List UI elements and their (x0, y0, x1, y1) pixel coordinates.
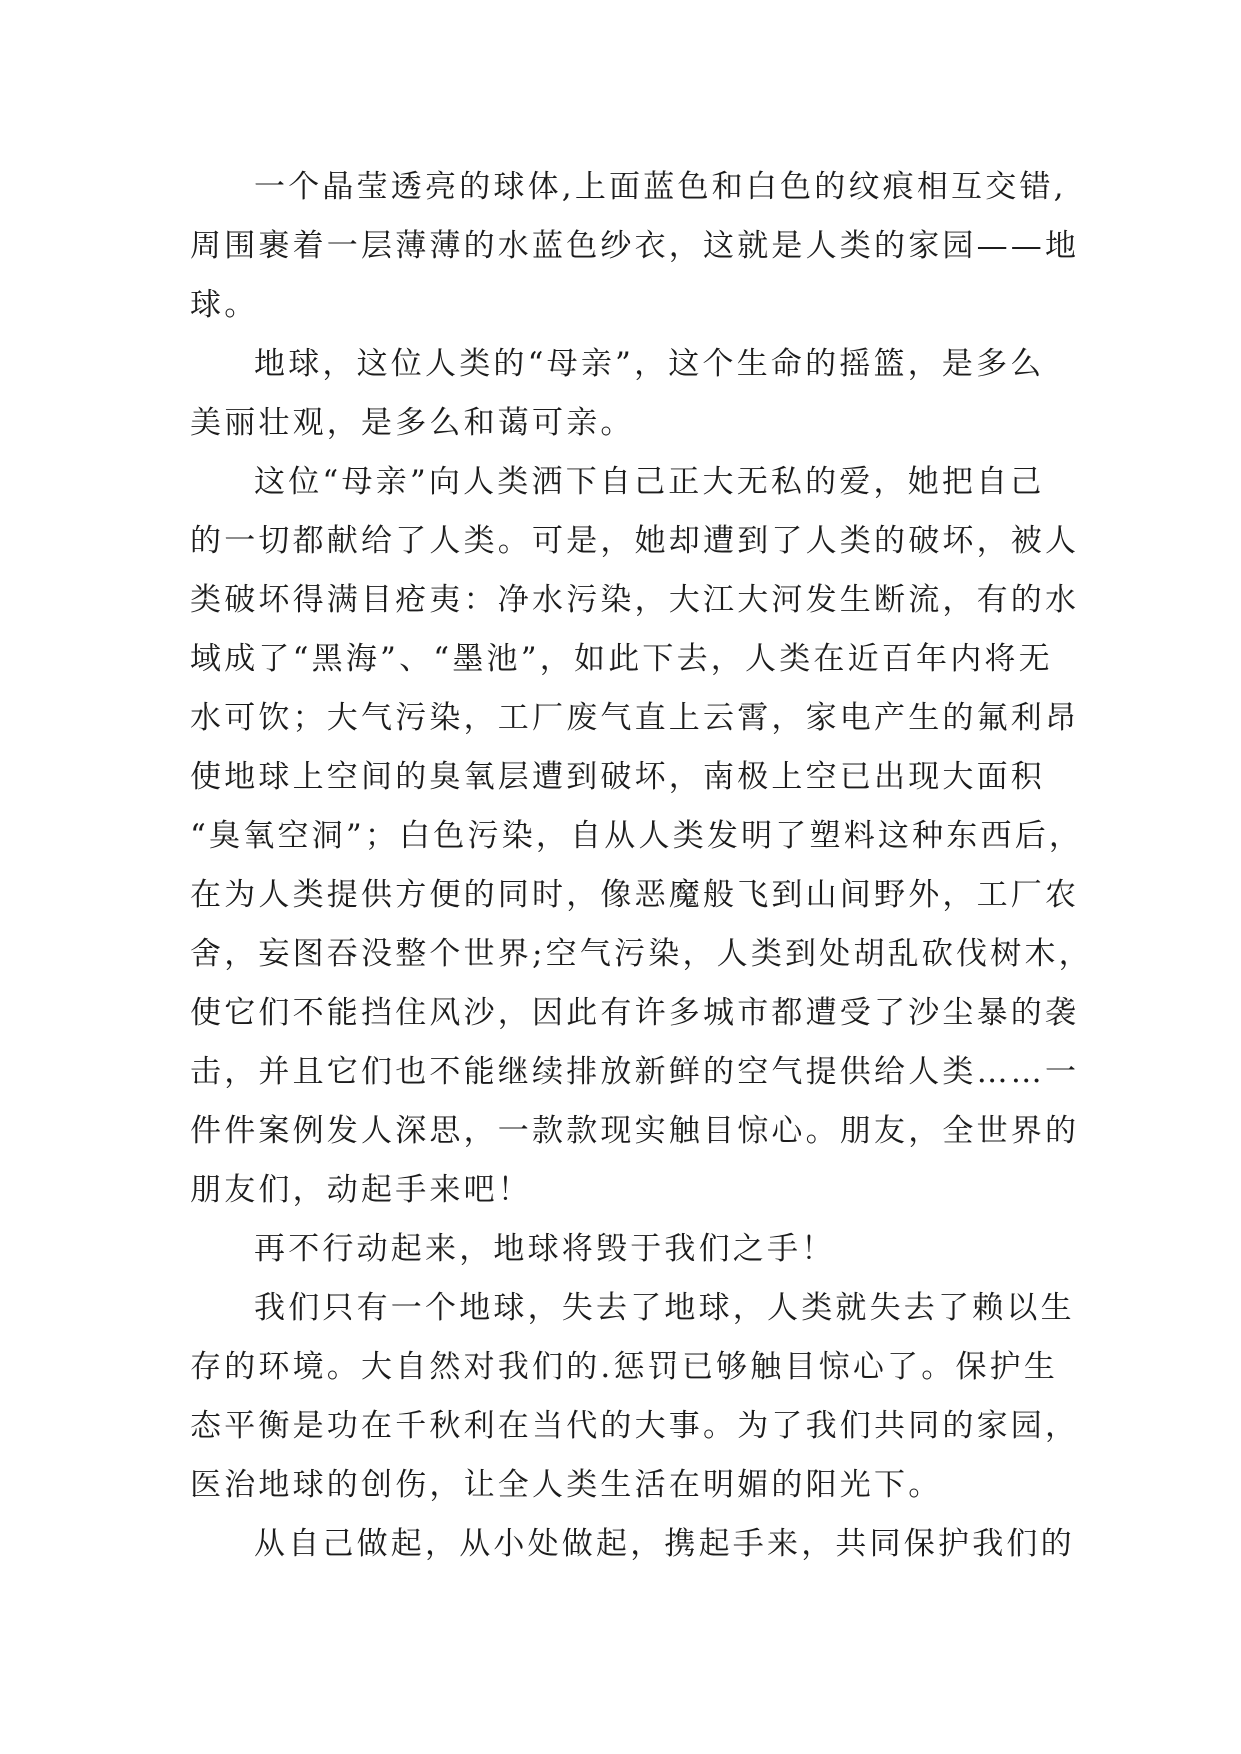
text-line: 一个晶莹透亮的球体,上面蓝色和白色的纹痕相互交错, (254, 169, 1067, 205)
text-line: 水可饮；大气污染，工厂废气直上云霄，家电产生的氟利昂 (190, 700, 1080, 736)
text-line: 我们只有一个地球，失去了地球，人类就失去了赖以生 (254, 1290, 1075, 1326)
text-line: 从自己做起，从小处做起，携起手来，共同保护我们的 (254, 1526, 1075, 1562)
text-line: 击，并且它们也不能继续排放新鲜的空气提供给人类……一 (190, 1054, 1080, 1090)
text-line: 态平衡是功在千秋利在当代的大事。为了我们共同的家园， (190, 1408, 1080, 1444)
text-line: 这位“母亲”向人类洒下自己正大无私的爱，她把自己 (254, 464, 1045, 500)
text-line: 使它们不能挡住风沙，因此有许多城市都遭受了沙尘暴的袭 (190, 995, 1080, 1031)
text-line: 周围裹着一层薄薄的水蓝色纱衣，这就是人类的家园——地 (190, 228, 1080, 264)
text-line: 球。 (190, 287, 259, 323)
text-line: 美丽壮观，是多么和蔼可亲。 (190, 405, 635, 441)
text-line: 件件案例发人深思，一款款现实触目惊心。朋友，全世界的 (190, 1113, 1080, 1149)
text-line: 医治地球的创伤，让全人类生活在明媚的阳光下。 (190, 1467, 943, 1503)
text-line: 地球，这位人类的“母亲”，这个生命的摇篮，是多么 (254, 346, 1045, 382)
essay-body (190, 158, 1093, 1574)
text-line: 再不行动起来，地球将毁于我们之手！ (254, 1231, 836, 1267)
text-line: 域成了“黑海”、“墨池”，如此下去，人类在近百年内将无 (190, 641, 1053, 677)
text-line: 的一切都献给了人类。可是，她却遭到了人类的破坏，被人 (190, 523, 1080, 559)
text-line: 舍，妄图吞没整个世界;空气污染，人类到处胡乱砍伐树木， (190, 936, 1093, 972)
text-line: 类破坏得满目疮夷：净水污染，大江大河发生断流，有的水 (190, 582, 1080, 618)
text-line: 在为人类提供方便的同时，像恶魔般飞到山间野外，工厂农 (190, 877, 1080, 913)
text-line: 朋友们，动起手来吧！ (190, 1172, 532, 1208)
text-line: “臭氧空洞”；白色污染，自从人类发明了塑料这种东西后， (190, 818, 1084, 854)
text-line: 存的环境。大自然对我们的.惩罚已够触目惊心了。保护生 (190, 1349, 1059, 1385)
text-line: 使地球上空间的臭氧层遭到破坏，南极上空已出现大面积 (190, 759, 1045, 795)
